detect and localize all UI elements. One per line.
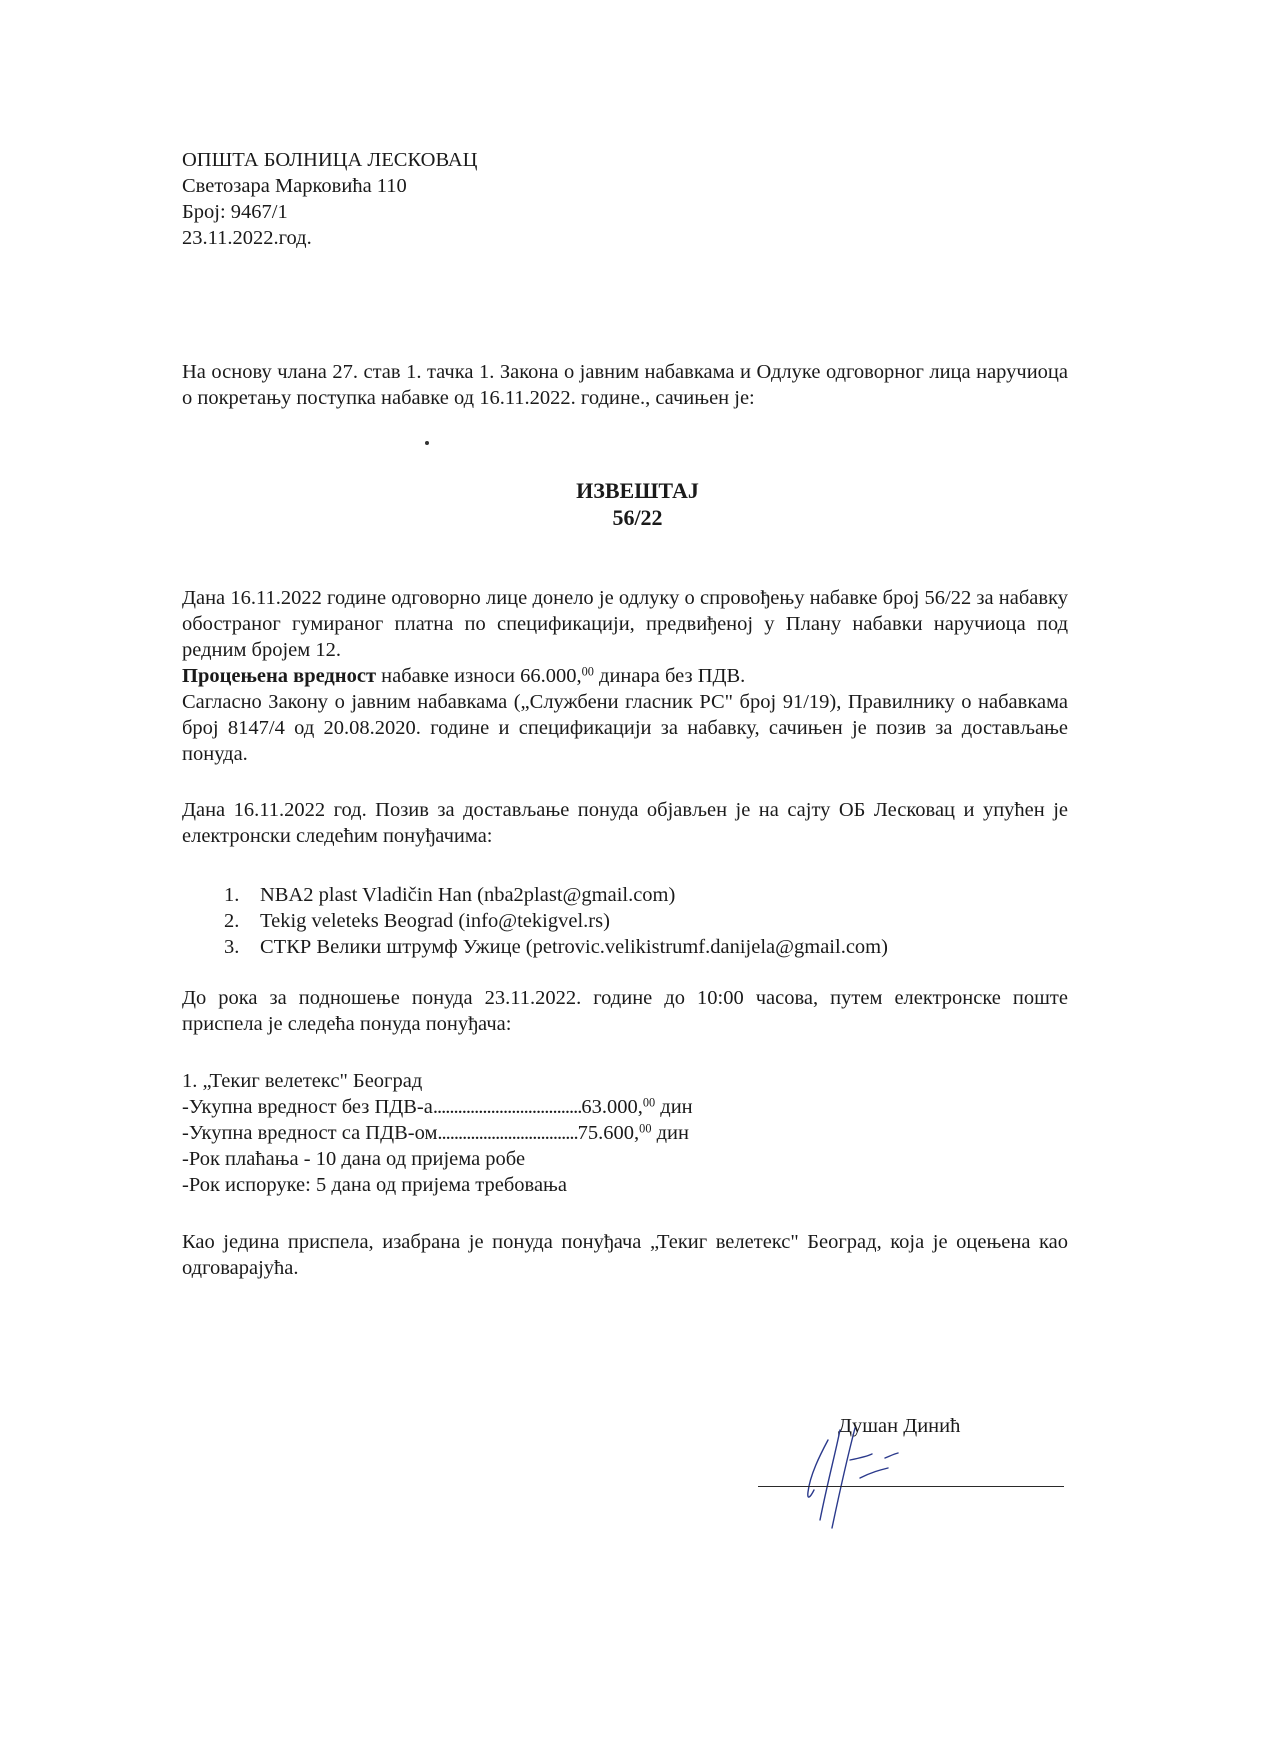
invitation-paragraph: Дана 16.11.2022 год. Позив за достављање понуда објављен је на сајту ОБ Лесковац и упућен је електронски следећим понуђачима: [182,799,1068,847]
list-item-number: 1. [224,884,240,906]
estimated-value-text: набавке износи 66.000, [376,665,582,687]
list-item [224,908,1068,934]
intro-paragraph: На основу члана 27. став 1. тачка 1. Закона о јавним набавкама и Одлуке одговорног лица наручиоца о покретању поступка набавке од 16.11.2022. године., сачињен је: [182,361,1068,409]
document-header [182,147,1068,251]
stray-dot [425,441,429,445]
report-title [0,477,1275,531]
currency-label: дин [655,1096,693,1118]
currency-label: дин [651,1122,689,1144]
estimated-value-label: Процењена вредност [182,665,377,687]
institution-name: ОПШТА БОЛНИЦА ЛЕСКОВАЦ [182,149,478,171]
institution-address: Светозара Марковића 110 [182,175,407,197]
estimated-value-suffix: динара без ПДВ. [593,665,746,687]
list-item-number: 2. [224,910,240,932]
report-number: 56/22 [612,505,663,530]
estimated-value-decimals: 00 [581,664,594,679]
signer-name: Душан Динић [838,1415,961,1437]
leader-dots: .................................. [437,1122,578,1144]
list-item-number: 3. [224,936,240,958]
offer-total-with-vat [182,1120,1068,1146]
offer-delivery-term: -Рок испоруке: 5 дана од пријема требовања [182,1174,567,1196]
document-number: Број: 9467/1 [182,201,288,223]
list-item-text: NBA2 plast Vladičin Han (nba2plast@gmail.com) [260,884,676,906]
decision-paragraph [182,585,1068,767]
list-item [224,882,1068,908]
offer-details [182,1068,1068,1198]
offer-bidder-name: 1. „Текиг велетекс" Београд [182,1070,423,1092]
decision-text: Дана 16.11.2022 године одговорно лице донело је одлуку о спровођењу набавке број 56/22 за набавку обостраног гумираног платна по спецификацији, предвиђеној у Плану набавки наручиоца под редним бројем 12. [182,587,1068,661]
offer-payment-term: -Рок плаћања - 10 дана од пријема робе [182,1148,526,1170]
leader-dots: .................................... [432,1096,582,1118]
offer-total-with-vat-decimals: 00 [639,1121,652,1136]
offer-total-without-vat [182,1094,1068,1120]
estimated-value-line [182,663,1068,689]
offer-total-without-vat-decimals: 00 [642,1095,656,1110]
signature-line [758,1486,1064,1487]
list-item-text: СТКР Велики штрумф Ужице (petrovic.velikistrumf.danijela@gmail.com) [260,936,888,958]
bidders-list [224,882,1068,960]
offer-total-with-vat-label: -Укупна вредност са ПДВ-ом [182,1122,438,1144]
offer-total-without-vat-label: -Укупна вредност без ПДВ-а [182,1096,433,1118]
list-item-text: Tekig veleteks Beograd (info@tekigvel.rs) [260,910,610,932]
offer-total-with-vat-value: 75.600, [577,1122,640,1144]
document-date: 23.11.2022.год. [182,227,312,249]
selection-paragraph: Као једина приспела, изабрана је понуда понуђача „Текиг велетекс" Београд, која је оцењена као одговарајућа. [182,1231,1068,1279]
offer-total-without-vat-value: 63.000, [581,1096,643,1118]
legal-basis-text: Сагласно Закону о јавним набавкама („Службени гласник РС" број 91/19), Правилнику о набавкама број 8147/4 од 20.08.2020. године и спецификацији за набавку, сачињен је позив за достављање понуда. [182,691,1068,765]
handwritten-signature [780,1420,940,1530]
list-item [224,934,1068,960]
report-title-line1: ИЗВЕШТАЈ [576,478,699,503]
deadline-paragraph: До рока за подношење понуда 23.11.2022. године до 10:00 часова, путем електронске поште приспела је следећа понуда понуђача: [182,987,1068,1035]
